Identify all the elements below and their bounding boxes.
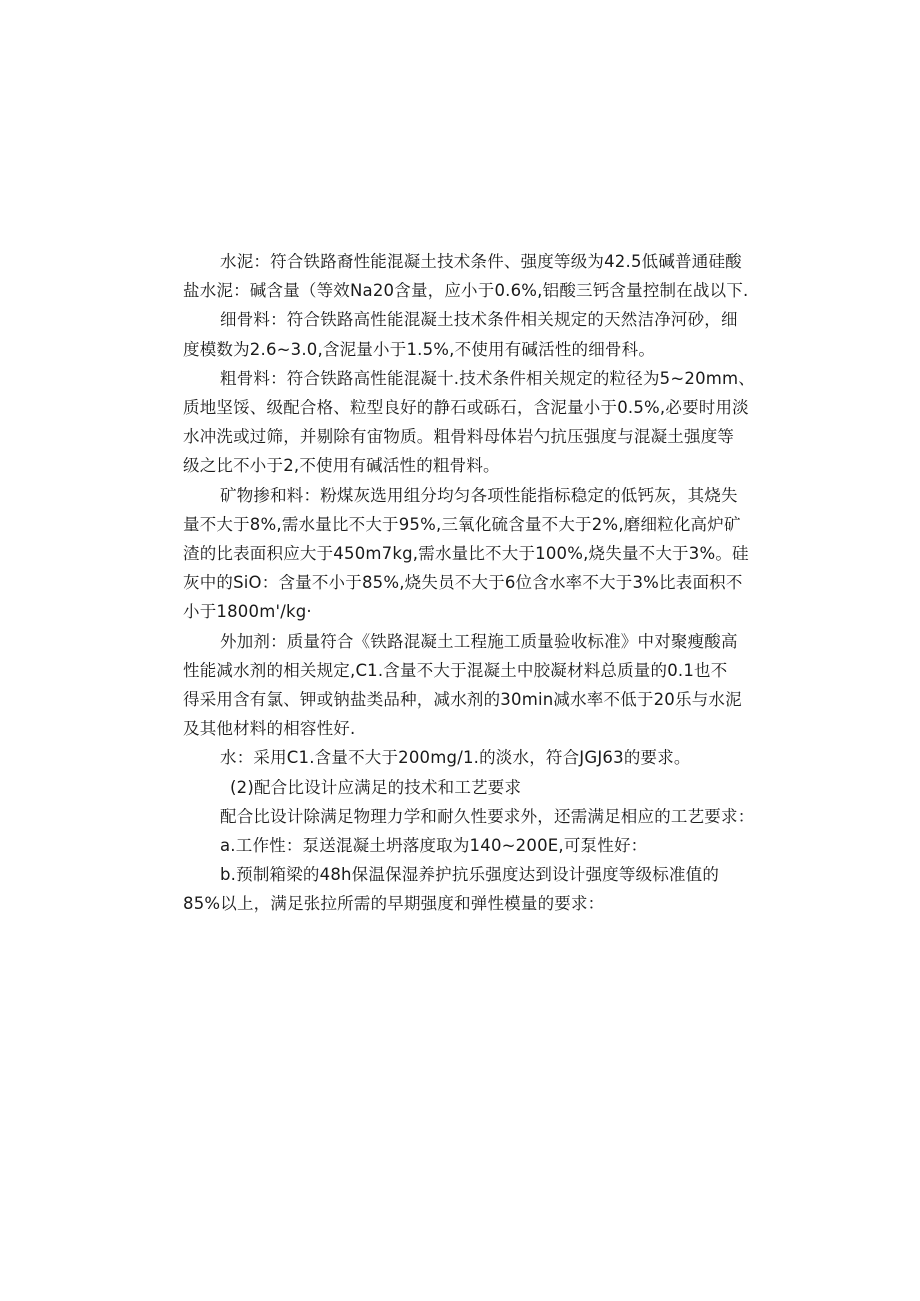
document-body [183,247,756,919]
text-line: 量不大于8%,需水量比不大于95%,三氧化硫含量不大于2%,磨细粒化高炉矿 [183,514,741,534]
text-line: 得采用含有氯、钾或钠盐类品种，减水剂的30min减水率不低于20乐与水泥 [183,690,742,710]
text-line: 性能减水剂的相关规定,C1.含量不大于混凝土中胶凝材料总质量的0.1也不 [183,660,728,680]
text-line: 小于1800m'/kg· [183,602,312,622]
text-line: 细骨料：符合铁路高性能混凝土技术条件相关规定的天然洁净河砂，细 [220,310,738,330]
text-line: 粗骨料：符合铁路高性能混凝十.技术条件相关规定的粒径为5~20mm、 [220,368,756,388]
text-line: 渣的比表面积应大于450m7kg,需水量比不大于100%,烧失量不大于3%。硅 [183,544,749,564]
text-line: 水冲洗或过筛，并剔除有宙物质。粗骨料母体岩勺抗压强度与混凝土强度等 [183,427,735,447]
text-line: 级之比不小于2,不使用有碱活性的粗骨料。 [183,456,500,476]
text-line: 水泥：符合铁路裔性能混凝土技术条件、强度等级为42.5低碱普通硅酸 [220,252,742,271]
text-line: 矿物掺和料：粉煤灰选用组分均匀各项性能指标稳定的低钙灰，其烧失 [220,485,738,505]
text-line: 盐水泥：碱含量（等效Na20含量，应小于0.6%,铝酸三钙含量控制在战以下. [183,281,749,301]
text-line: (2)配合比设计应满足的技术和工艺要求 [230,777,522,797]
text-line: a.工作性：泵送混凝土坍落度取为140~200E,可泵性好： [220,836,648,856]
text-line: 配合比设计除满足物理力学和耐久性要求外，还需满足相应的工艺要求： [220,806,755,826]
text-line: b.预制箱梁的48h保温保湿养护抗乐强度达到设计强度等级标准值的 [220,865,720,885]
text-line: 度模数为2.6~3.0,含泥量小于1.5%,不使用有碱活性的细骨科。 [183,339,656,359]
text-line: 质地坚馁、级配合格、粒型良好的静石或砾石，含泥量小于0.5%,必要时用淡 [183,398,749,418]
text-line: 85%以上，满足张拉所需的早期强度和弹性模量的要求： [183,894,605,914]
text-line: 外加剂：质量符合《铁路混凝土工程施工质量验收标准》中对聚瘦酸高 [220,631,738,651]
text-line: 水：采用C1.含量不大于200mg/1.的淡水，符合JGJ63的要求。 [220,748,691,768]
text-line: 灰中的SiO：含量不小于85%,烧失员不大于6位含水率不大于3%比表面积不 [183,573,743,593]
text-line: 及其他材料的相容性好. [183,719,356,739]
